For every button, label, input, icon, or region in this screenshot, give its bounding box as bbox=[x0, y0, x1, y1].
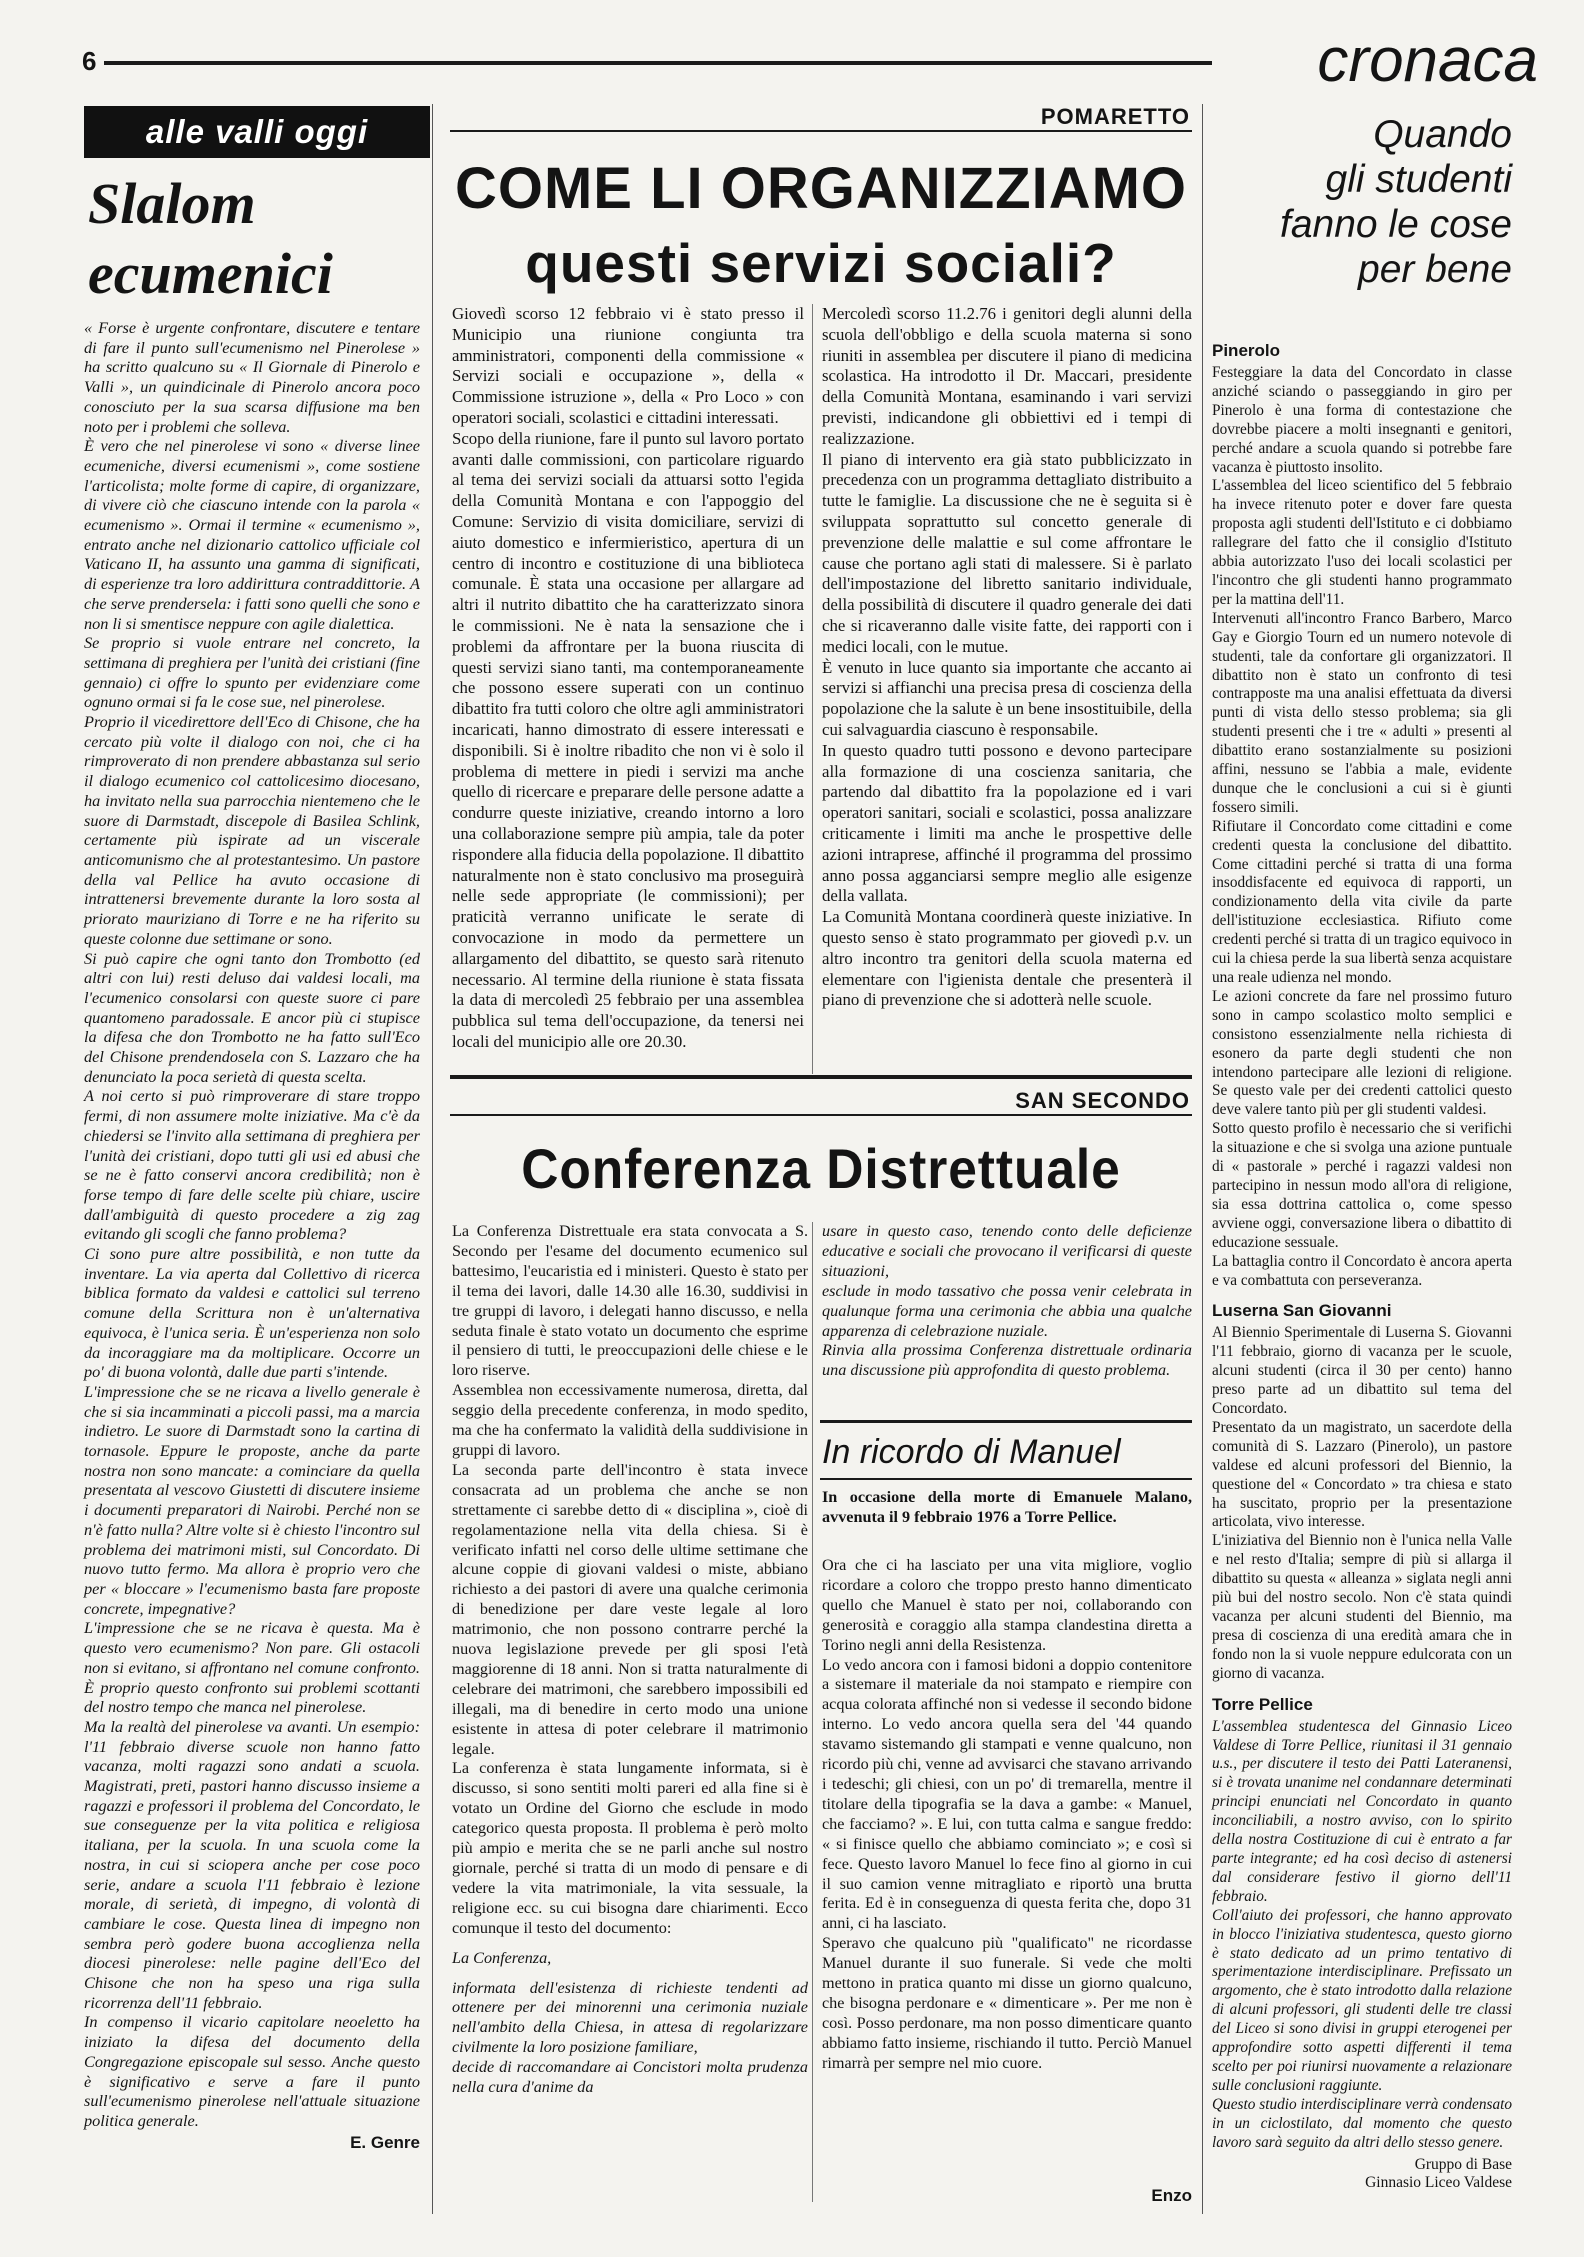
col4-headline-line4: per bene bbox=[1358, 248, 1512, 291]
art3-lead: In occasione della morte di Emanuele Malano, avvenuta il 9 febbraio 1976 a Torre Pellice. bbox=[822, 1488, 1192, 1526]
art1-column-a: Giovedì scorso 12 febbraio vi è stato presso il Municipio una riunione congiunta tra amministratori, componenti della commissione « Servizi sociali e occupazione », della « Commissione istruzione », della « Pro Loco » con operatori sociali, scolastici e cittadini interessati. Scopo della riunione, fare il punto sul lavoro portato avanti dalle commissioni, con particolare riguardo al tema dei servizi sociali da attuarsi sotto l'egida della Comunità Montana e con l'appoggio del Comune: Servizio di visita domiciliare, servizi di aiuto domestico e infermieristico, apertura di un centro di incontro e costituzione di una biblioteca comunale. È stata una occasione per allargare ad altri il nutrito dibattito che ha caratterizzato sinora le commissioni. Ne è nata la sensazione che i problemi da affrontare per la buona riuscita di questi servizi siano tanti, ma contemporaneamente che possono essere superati con un continuo dibattito fra tutti coloro che oltre agli amministratori incaricati, hanno dimostrato di essere interessati e disponibili. Si è inoltre ribadito che non vi è solo il problema di mettere in piedi i servizi ma anche quello di ricercare e preparare delle persone adatte a condurre queste iniziative, creando intorno a loro una collaborazione sempre più ampia, tale da poter rispondere alla fiducia della popolazione. Il dibattito naturalmente non è stato conclusivo ma proseguirà nelle sede appropriate (le commissioni); per praticità verranno unificate le serate di convocazione in modo da permettere un allargamento del dibattito, se questo sarà ritenuto necessario. Al termine della riunione è stata fissata la data di mercoledì 25 febbraio per una assemblea pubblica sul tema dell'occupazione, da tenersi nei locali del municipio alle ore 20.30. bbox=[452, 304, 804, 1051]
torre-label: Torre Pellice bbox=[1212, 1694, 1313, 1714]
art3-top-rule bbox=[820, 1420, 1192, 1423]
art1-location-rule bbox=[450, 130, 1192, 132]
art2-location: SAN SECONDO bbox=[1015, 1088, 1190, 1113]
col4-headline bbox=[1212, 112, 1512, 292]
col3-divider bbox=[1202, 104, 1203, 2214]
luserna-label: Luserna San Giovanni bbox=[1212, 1301, 1392, 1321]
art3-title: In ricordo di Manuel bbox=[822, 1433, 1121, 1471]
art1-title-line2: questi servizi sociali? bbox=[525, 232, 1117, 294]
col4-body bbox=[1212, 340, 1512, 2192]
art1-title bbox=[450, 152, 1192, 300]
col1-divider bbox=[432, 104, 433, 2214]
art2-column-a-text: La Conferenza Distrettuale era stata convocata a S. Secondo per l'esame del documento ecumenico sul battesimo, l'eucaristia ed i ministeri. Questo è stato per il tema dei lavori, dalle 14.30 alle 16.30, suddivisi in tre gruppi di lavoro, i delegati hanno discusso, e nella seduta finale è stato votato un documento che esprime il pensiero di tutti, le preoccupazioni delle chiese e le loro riserve. Assemblea non eccessivamente numerosa, diretta, dal seggio della precedente conferenza, in modo spedito, ma che ha confermato la validità della suddivisione in gruppi di lavoro. La seconda parte dell'incontro è stata invece consacrata ad un problema che anche se non strettamente ci sarebbe detto di « disciplina », cioè di regolamentazione nella vita della chiesa. Si è verificato infatti nel corso delle ultime settimane che alcune coppie di giovani valdesi o miste, abbiano richiesto a dei pastori di avere una qualche cerimonia di benedizione per dare veste legale al loro matrimonio, che non possono contrarre perché la nuova legislazione prevede per gli sposi l'età maggiorenne di 18 anni. Non si tratta naturalmente di celebrare dei matrimoni, che sarebbero impossibili ed illegali, ma di benedire in certo modo una unione esistente in attesa di poter celebrare il matrimonio legale. La conferenza è stata lungamente informata, si è discusso, si sono sentiti molti pareri ed alla fine si è votato un Ordine del Giorno che esclude in modo categorico questa proposta. Il problema è però molto più ampio e merita che se ne parli anche sul nostro giornale, perché si tratta di un modo di pensare e di vedere la vita matrimoniale, la vita sessuale, la religione ecc. su cui bisogna dare chiarimenti. Ecco comunque il testo del documento: bbox=[452, 1222, 808, 1937]
torre-body: L'assemblea studentesca del Ginnasio Liceo Valdese di Torre Pellice, riunitasi il 31 gennaio u.s., per discutere il testo dei Patti Lateranensi, si è trovata unanime nel condannare determinati principi enunciati nel Concordato in quanto inconciliabili, a nostro avviso, con lo spirito della nostra Costituzione di cui è entrato a far parte integrante; ed ha così deciso di astenersi dal considerare festivo il giorno dell'11 febbraio. Coll'aiuto dei professori, che hanno approvato in blocco l'iniziativa studentesca, questo giorno è stato dedicato ad un primo tentativo di sperimentazione interdisciplinare. Prefissato un argomento, che è stato introdotto dalla relazione di alcuni professori, gli studenti delle tre classi del Liceo si sono divisi in gruppi eterogenei per approfondire sotto aspetti differenti il tema scelto per poi riunirsi nuovamente a relazionare sulle conclusioni raggiunte. Questo studio interdisciplinare verrà condensato in un ciclostilato, dal momento che questo lavoro sarà seguito da altri dello stesso genere. bbox=[1212, 1717, 1512, 2151]
art3-title-rule bbox=[820, 1478, 1192, 1480]
art1-location: POMARETTO bbox=[1040, 104, 1190, 129]
art1-end-rule bbox=[450, 1075, 1192, 1079]
art2-location-rule bbox=[450, 1114, 1192, 1116]
col1-body bbox=[84, 318, 420, 2153]
torre-signature-1: Gruppo di Base bbox=[1414, 2156, 1512, 2174]
art1-col-divider bbox=[812, 304, 813, 1074]
kicker-box bbox=[84, 106, 430, 158]
col1-title-line1: Slalom bbox=[88, 171, 256, 236]
art1-title-line1: COME LI ORGANIZZIAMO bbox=[454, 156, 1188, 221]
col1-signature: E. Genre bbox=[350, 2132, 420, 2152]
col1-paragraphs-a: « Forse è urgente confrontare, discutere e tentare di fare il punto sull'ecumenismo nel Pinerolese » ha scritto qualcuno su « Il Giornale di Pinerolo e Valli », un quindicinale di Pinerolo ancora poco conosciuto per la sua scarsa diffusione ma ben noto per i problemi che solleva. È vero che nel pinerolese vi sono « diverse linee ecumeniche, diversi ecumenismi », come sostiene l'articolista; molte forme di capire, di organizzare, di vivere ciò che ciascuno intende con la parola « ecumenismo ». Ormai il termine « ecumenismo », entrato anche nel dizionario cattolico ufficiale col Vaticano II, ha assunto una gamma di significati, di esperienze tra loro addirittura contraddittorie. A che serve prendersela: i fatti sono quelli che sono e non li si smentisce neppure con agile dialettica. Se proprio si vuole entrare nel concreto, la settimana di preghiera per l'unità dei cristiani (fine gennaio) ci offre lo spunto per evidenziare come ognuno ormai si fa le cose sue, nel pinerolese. Proprio il vicedirettore dell'Eco di Chisone, che ha cercato più volte il dialogo con noi, che ci ha rimproverato di non prendere abbastanza sul serio il dialogo ecumenico col cattolicesimo diocesano, ha invitato nella sua parrocchia nientemeno che le suore di Darmstadt, discepole di Basilea Schlink, certamente più ispirate ad un viscerale anticomunismo che al protestantesimo. Un pastore della val Pellice ha avuto occasione di intrattenersi brevemente durante la loro sosta al priorato mauriziano di Torre e ne ha riferito su queste colonne due settimane or sono. Si può capire che ogni tanto don Trombotto (ed altri con lui) resti deluso dai valdesi locali, ma l'ecumenico consolarsi con queste suore ci pare quantomeno paradossale. E ancor più ci stupisce la difesa che don Trombotto ne ha fatto sull'Eco del Chisone prendendosela con S. Lazzaro che ha denunciato la poca serietà di questa scelta. A noi certo si può rimproverare di stare troppo fermi, di non assumere molte iniziative. Ma c'è da chiedersi se l'invito alla settimana di preghiera per l'unità dei cristiani, dopo tutti gli usi ed abusi che se ne è fatto conservi ancora credibilità; non è forse tempo di fare delle scelte più chiare, uscire dall'ambiguità di questo procedere a zig zag evitando gli scogli che fanno problema? Ci sono pure altre possibilità, e non tutte da inventare. La via aperta dal Collettivo di ricerca biblica formato da valdesi e cattolici sul terreno comune della Scrittura non è un'alternativa equivoca, è l'unica seria. È un'esperienza non solo da incoraggiare ma da moltiplicare. Occorre un po' di buona volontà, dalle due parti s'intende. bbox=[84, 318, 420, 1382]
section-title: cronaca bbox=[1317, 26, 1538, 95]
art1-column-b: Mercoledì scorso 11.2.76 i genitori degli alunni della scuola dell'obbligo e della scuola materna si sono riuniti in assemblea per discutere il piano di medicina scolastica. Ha introdotto il Dr. Maccari, presidente della Comunità Montana, esaminando i vari servizi previsti, indicandone gli obbiettivi ed i tempi di realizzazione. Il piano di intervento era già stato pubblicizzato in precedenza con un programma dettagliato distribuito a tutte le famiglie. La discussione che ne è seguita si è sviluppata soprattutto sul concetto generale di prevenzione delle malattie e sul come affrontare le cause che portano agli stati di malessere. Si è parlato dell'impostazione del libretto sanitario individuale, della possibilità di discutere il quadro generale dei dati che si ricaveranno dalle visite fatte, dei rapporti con i medici locali, con le mutue. È venuto in luce quanto sia importante che accanto ai servizi si affianchi una precisa presa di coscienza della popolazione che la salute è un bene insostituibile, della cui salvaguardia ciascuno è responsabile. In questo quadro tutti possono e devono partecipare alla formazione di una coscienza sanitaria, che partendo dal dibattito fra la popolazione ed i vari operatori sanitari, sociali e scolastici, possa analizzare criticamente i limiti ma anche le prospettive delle azioni intraprese, affinché il programma del prossimo anno possa agganciarsi sempre meglio alle esigenze della vallata. La Comunità Montana coordinerà queste iniziative. In questo senso è stato programmato per giovedì p.v. un altro incontro tra genitori della scuola materna ed elementare con l'igienista dentale che presenterà il piano di prevenzione che si adotterà nelle scuole. bbox=[822, 304, 1192, 1010]
pinerolo-label: Pinerolo bbox=[1212, 341, 1281, 360]
torre-signature-2: Ginnasio Liceo Valdese bbox=[1365, 2174, 1512, 2192]
col4-headline-line1: Quando bbox=[1373, 113, 1512, 156]
art3-body: Ora che ci ha lasciato per una vita migliore, voglio ricordare a coloro che troppo presto hanno dimenticato quello che Manuel è stato per noi, collaborando con generosità e coraggio alla stampa clandestina diretta a Torino negli anni della Resistenza. Lo vedo ancora con i famosi bidoni a doppio contenitore a sistemare il materiale da noi stampato e riempire con acqua colorata affinché non si vedesse il secondo bidone interno. Lo vedo ancora quella sera del '44 quando stavamo sistemando gli stampati e venne qualcuno, non ricordo più chi, venne ad avvisarci che stavano arrivando i tedeschi; gli chiesi, con un po' di tremarella, mentre il titolare della tipografia se la dava a gambe: « Manuel, che facciamo? ». E lui, con tutta calma e sangue freddo: « si finisce quello che abbiamo cominciato »; e così si fece. Questo lavoro Manuel lo fece fino al giorno in cui il suo camion venne mitragliato e riportò una brutta ferita. Ed è in conseguenza di questa ferita che, dopo 31 anni, ci ha lasciato. Speravo che qualcuno più "qualificato" ne ricordasse Manuel durante il suo funerale. Si vede che molti mettono in pratica quanto mi disse un giorno qualcuno, che bisogna perdonare e « dimenticare ». Per me non è così. Posso perdonare, ma non posso dimenticare quanto abbiamo fatto insieme, rischiando il tutto. Perciò Manuel rimarrà per sempre nel mio cuore. bbox=[822, 1556, 1192, 2072]
top-rule bbox=[104, 61, 1212, 65]
col1-title-line2: ecumenici bbox=[88, 241, 333, 306]
col4-headline-line2: gli studenti bbox=[1325, 158, 1512, 201]
art2-column-a bbox=[452, 1222, 808, 2098]
art2-quote-a: informata dell'esistenza di richieste tendenti ad ottenere per dei minorenni una cerimonia nuziale nell'ambito della Chiesa, in attesa di regolarizzare civilmente la loro posizione familiare, decide di raccomandare ai Concistori molta prudenza nella cura d'anime da bbox=[452, 1978, 808, 2097]
art3-signature: Enzo bbox=[1151, 2186, 1192, 2205]
col4-headline-line3: fanno le cose bbox=[1279, 203, 1512, 246]
page-number: 6 bbox=[82, 46, 97, 76]
luserna-body: Al Biennio Sperimentale di Luserna S. Giovanni l'11 febbraio, giorno di vacanza per le scuole, alcuni studenti (circa il 30 per cento) hanno preso parte ad un dibattito sul tema del Concordato. Presentato da un magistrato, un sacerdote della comunità di S. Lazzaro (Pinerolo), un pastore valdese ed alcuni professori del Biennio, la questione del « Concordato » tra chiesa e stato ha suscitato, proprio per la presentazione articolata, vivo interesse. L'iniziativa del Biennio non è l'unica nella Valle e nel resto d'Italia; sempre di più si allarga il dibattito su questa « alleanza » siglata negli anni più bui del nostro secolo. Non c'è stata quindi vacanza per alcuni studenti del Biennio, ma presa di coscienza di una eredità amara che in fondo non la si vuole neppure edulcorata con un giorno di vacanza. bbox=[1212, 1324, 1512, 1682]
pinerolo-body: Festeggiare la data del Concordato in classe anziché sciando o passeggiando in giro per Pinerolo è una forma di contestazione che dovrebbe piacere a molti insegnanti e genitori, perché andare a scuola quando si potrebbe fare vacanza è piuttosto insolito. L'assemblea del liceo scientifico del 5 febbraio ha invece ritenuto poter e dover fare questa proposta agli studenti dell'Istituto e ci dobbiamo rallegrare del fatto che il consiglio d'Istituto abbia autorizzato l'uso dei locali scolastici per l'incontro che gli studenti hanno programmato per la mattina dell'11. Intervenuti all'incontro Franco Barbero, Marco Gay e Giorgio Tourn ed un numero notevole di studenti, tale da confortare gli organizzatori. Il dibattito non è stato un confronto di tesi contrapposte ma una analisi effettuata da diversi punti di vista dello stesso problema; sia gli studenti presenti che i tre « adulti » presenti al dibattito erano sostanzialmente su posizioni affini, nessuno se l'abbia a male, evidente dunque che le conclusioni a cui si è giunti fossero simili. Rifiutare il Concordato come cittadini e come credenti questa la conclusione del dibattito. Come cittadini perché si tratta di una forma insoddisfacente ed equivoca di rapporti, un condizionamento della vita civile da parte dell'istituzione ecclesiastica. Rifiuto come credenti perché si tratta di un tragico equivoco in cui la chiesa perde la sua libertà senza acquistare una reale udienza nel mondo. Le azioni concrete da fare nel prossimo futuro sono in campo scolastico molto semplici e consistono essenzialmente nella richiesta di esonero da parte degli studenti che non intendono partecipare alle lezioni di religione. Se questo vale per dei credenti cattolici questo deve valere tanto più per gli studenti valdesi. Sotto questo profilo è necessario che si verifichi la situazione e che si svolga una azione puntuale di « pastorale » perché i ragazzi valdesi non partecipino in nessun modo all'ora di religione, sia essa dottrina cattolica o, come spesso avviene oggi, conversazione libera o dibattito di educazione sessuale. La battaglia contro il Concordato è ancora aperta e va combattuta con perseveranza. bbox=[1212, 364, 1512, 1289]
art2-quote-intro: La Conferenza, bbox=[452, 1948, 552, 1967]
kicker: alle valli oggi bbox=[145, 113, 369, 150]
col1-title bbox=[88, 168, 418, 310]
art2-quote-b: usare in questo caso, tenendo conto delle deficienze educative e sociali che provocano il verificarsi di queste situazioni, esclude in modo tassativo che possa venir celebrata in qualunque forma una cerimonia che abbia una qualche apparenza di celebrazione nuziale. Rinvia alla prossima Conferenza distrettuale ordinaria una discussione più approfondita di questo problema. bbox=[822, 1222, 1192, 1380]
art2-col-divider bbox=[812, 1222, 813, 2202]
col1-paragraphs-b: L'impressione che se ne ricava a livello generale è che si sia incamminati a piccoli passi, ma a marcia indietro. Le suore di Darmstadt sono la cartina di tornasole. Eppure le proposte, anche da parte nostra non sono mancate: a cominciare da quella presentata al vescovo Giustetti di discutere insieme i documenti preparatori di Nairobi. Perché non se n'è fatto nulla? Altre volte si è chiesto l'incontro sul problema dei matrimoni misti, sul Concordato. Di nuovo tutto fermo. Ma allora è proprio vero che per « bloccare » l'ecumenismo basta fare proposte concrete, impegnative? L'impressione che se ne ricava è questa. Ma è questo vero ecumenismo? Non pare. Gli ostacoli non si evitano, si affrontano nel comune confronto. È proprio questo confronto sui problemi scottanti del nostro tempo che manca nel pinerolese. Ma la realtà del pinerolese va avanti. Un esempio: l'11 febbraio diverse scuole non hanno fatto vacanza, molti ragazzi sono andati a scuola. Magistrati, preti, pastori hanno discusso insieme a ragazzi e professori il problema del Concordato, le sue conseguenze per la vita politica e religiosa italiana, per la scuola. In una scuola come la nostra, in cui si sciopera anche per cose poco serie, andare a scuola l'11 febbraio è lezione morale, di serietà, di impegno, di volontà di cambiare le cose. Questa linea di impegno non sembra però godere buona accoglienza nella diocesi pinerolese: nelle pagine dell'Eco del Chisone che non ha speso una riga sulla ricorrenza dell'11 febbraio. In compenso il vicario capitolare neoeletto ha iniziato la difesa del documento della Congregazione episcopale sul sesso. Anche questo è significativo e serve a fare il punto sull'ecumenismo pinerolese nell'attuale situazione politica generale. bbox=[84, 1381, 421, 2130]
art2-title: Conferenza Distrettuale bbox=[521, 1137, 1121, 1200]
